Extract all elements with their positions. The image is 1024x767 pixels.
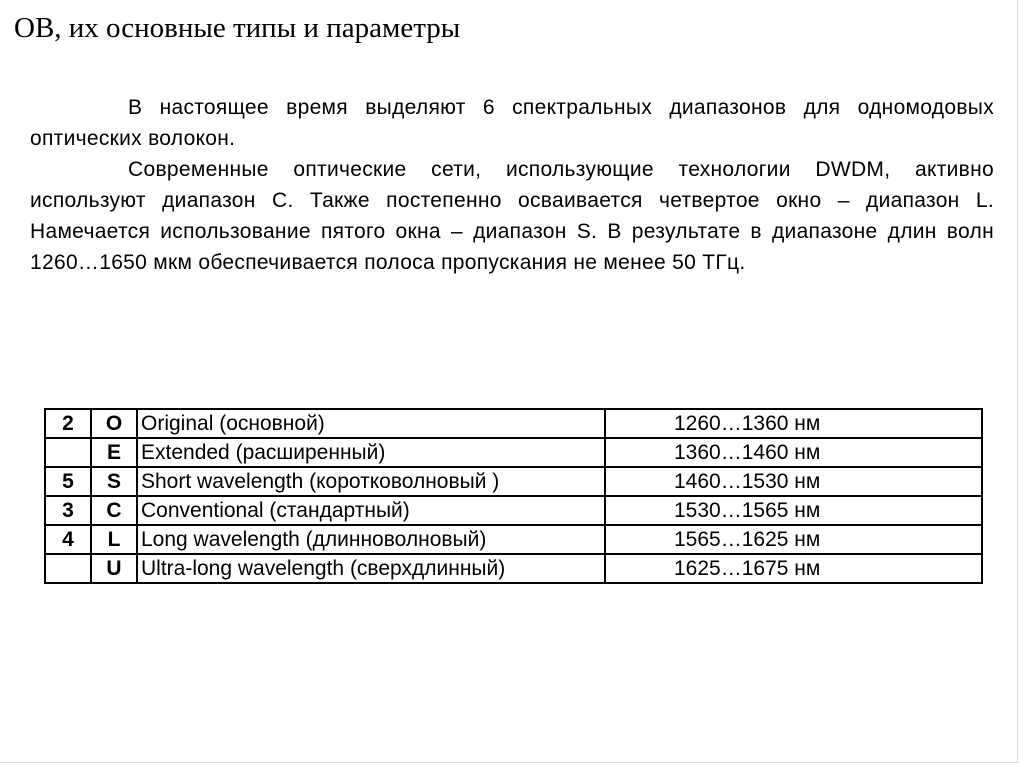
body-text	[30, 92, 994, 278]
band-letter-cell: S	[91, 467, 137, 496]
band-letter-cell: O	[91, 409, 137, 438]
band-letter-cell: C	[91, 496, 137, 525]
band-letter-cell: U	[91, 554, 137, 583]
band-name-cell: Conventional (стандартный)	[137, 496, 605, 525]
band-name-cell: Short wavelength (коротковолновый )	[137, 467, 605, 496]
wavelength-range-cell: 1530…1565 нм	[605, 496, 982, 525]
band-name-cell: Original (основной)	[137, 409, 605, 438]
band-name-cell: Ultra-long wavelength (сверхдлинный)	[137, 554, 605, 583]
paragraph-spectral-bands: В настоящее время выделяют 6 спектральных диапазонов для одномодовых оптических волокон.	[30, 96, 994, 150]
band-name-cell: Extended (расширенный)	[137, 438, 605, 467]
window-number-cell: 3	[45, 496, 91, 525]
band-letter-cell: E	[91, 438, 137, 467]
band-letter-cell: L	[91, 525, 137, 554]
wavelength-range-cell: 1360…1460 нм	[605, 438, 982, 467]
paragraph-dwdm: Современные оптические сети, использующие технологии DWDM, активно используют диапазон С. Также постепенно осваивается четвертое окно – диапазон L. Намечается использование пятого окна – диапазон S. В результате в диапазоне длин волн 1260…1650 мкм обеспечивается полоса пропускания не менее 50 ТГц.	[30, 158, 994, 274]
table-row	[45, 409, 982, 438]
window-number-cell: 4	[45, 525, 91, 554]
table-row	[45, 496, 982, 525]
wavelength-range-cell: 1565…1625 нм	[605, 525, 982, 554]
wavelength-range-cell: 1625…1675 нм	[605, 554, 982, 583]
table-row	[45, 554, 982, 583]
window-number-cell	[45, 554, 91, 583]
spectral-bands-table	[44, 408, 983, 584]
wavelength-range-cell: 1460…1530 нм	[605, 467, 982, 496]
window-number-cell	[45, 438, 91, 467]
window-number-cell: 5	[45, 467, 91, 496]
table-row	[45, 438, 982, 467]
table-row	[45, 467, 982, 496]
slide-title: ОВ, их основные типы и параметры	[14, 12, 461, 44]
band-name-cell: Long wavelength (длинноволновый)	[137, 525, 605, 554]
wavelength-range-cell: 1260…1360 нм	[605, 409, 982, 438]
table-row	[45, 525, 982, 554]
window-number-cell: 2	[45, 409, 91, 438]
